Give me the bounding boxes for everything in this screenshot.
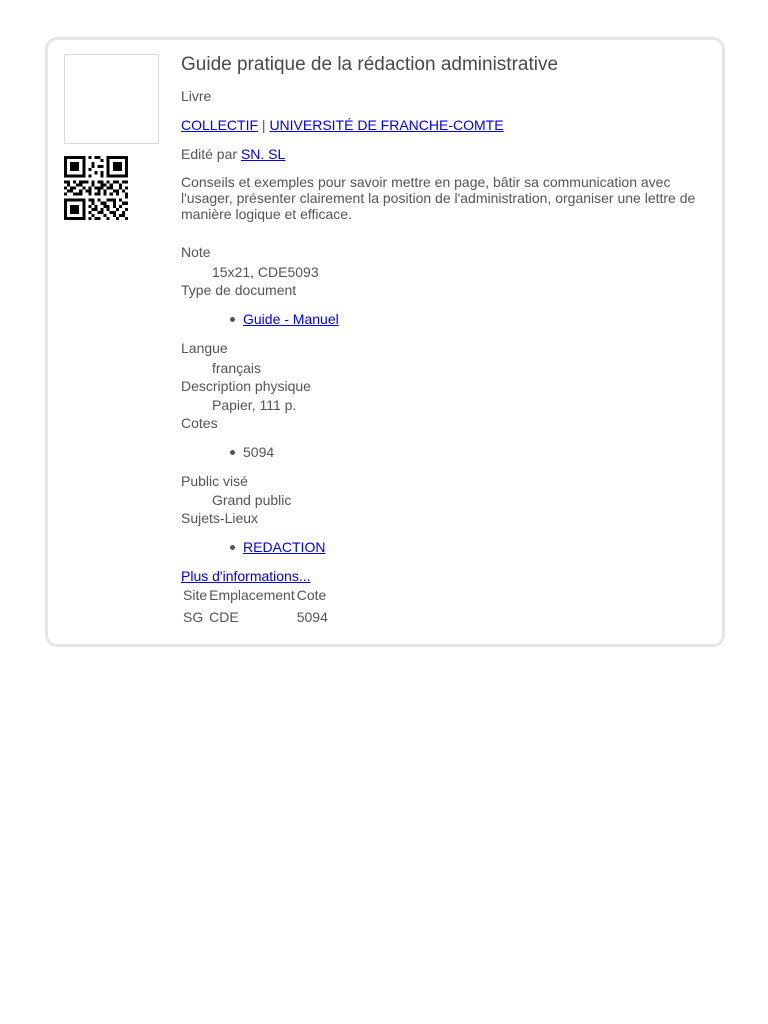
table-row	[183, 605, 328, 625]
author-link-universite[interactable]: UNIVERSITÉ DE FRANCHE-COMTE	[269, 117, 504, 133]
cotes-list	[181, 443, 701, 461]
holdings-header-row	[183, 587, 328, 603]
note-label: Note	[181, 244, 211, 260]
holdings-table	[181, 585, 330, 627]
header-site: Site	[183, 587, 208, 603]
type-label: Type de document	[181, 282, 297, 298]
record-card	[45, 37, 725, 647]
subject-link-redaction[interactable]: REDACTION	[243, 539, 326, 555]
list-item	[181, 310, 701, 328]
cell-cote: 5094	[296, 609, 328, 625]
type-list	[181, 310, 701, 328]
subjects-label: Sujets-Lieux	[181, 510, 259, 526]
author-separator: |	[261, 117, 266, 133]
publisher-line	[181, 145, 701, 163]
doc-type: Livre	[181, 88, 212, 104]
more-info-line	[181, 567, 701, 585]
cotes-label: Cotes	[181, 415, 218, 431]
record-title: Guide pratique de la rédaction administrative	[181, 54, 559, 75]
note-value: 15x21, CDE5093	[212, 264, 319, 280]
list-item	[181, 538, 701, 556]
publisher-link[interactable]: SN. SL	[240, 146, 286, 162]
record-fields	[181, 243, 701, 556]
subjects-list	[181, 538, 701, 556]
type-link-guide-manuel[interactable]: Guide - Manuel	[243, 311, 339, 327]
public-label: Public visé	[181, 473, 248, 489]
authors-line	[181, 116, 701, 134]
langue-label: Langue	[181, 340, 228, 356]
author-link-collectif[interactable]: COLLECTIF	[181, 117, 259, 133]
physical-label: Description physique	[181, 378, 311, 394]
publisher-prefix: Edité par	[181, 146, 238, 162]
qr-code-icon	[64, 156, 128, 220]
physical-value: Papier, 111 p.	[212, 397, 297, 413]
record-details	[181, 52, 701, 627]
langue-value: français	[212, 360, 262, 376]
header-cote: Cote	[296, 587, 327, 603]
cover-image-placeholder	[64, 54, 159, 144]
list-item: 5094	[181, 443, 701, 461]
cell-emplacement: CDE	[209, 609, 239, 625]
record-description: Conseils et exemples pour savoir mettre en page, bâtir sa communication avec l'usager, présenter clairement la position de l'administration, organiser une lettre de manière logique et efficace.	[181, 174, 696, 222]
cell-site: SG	[183, 609, 204, 625]
header-emplacement: Emplacement	[209, 587, 295, 603]
more-info-link[interactable]: Plus d'informations...	[181, 568, 311, 584]
public-value: Grand public	[212, 492, 292, 508]
